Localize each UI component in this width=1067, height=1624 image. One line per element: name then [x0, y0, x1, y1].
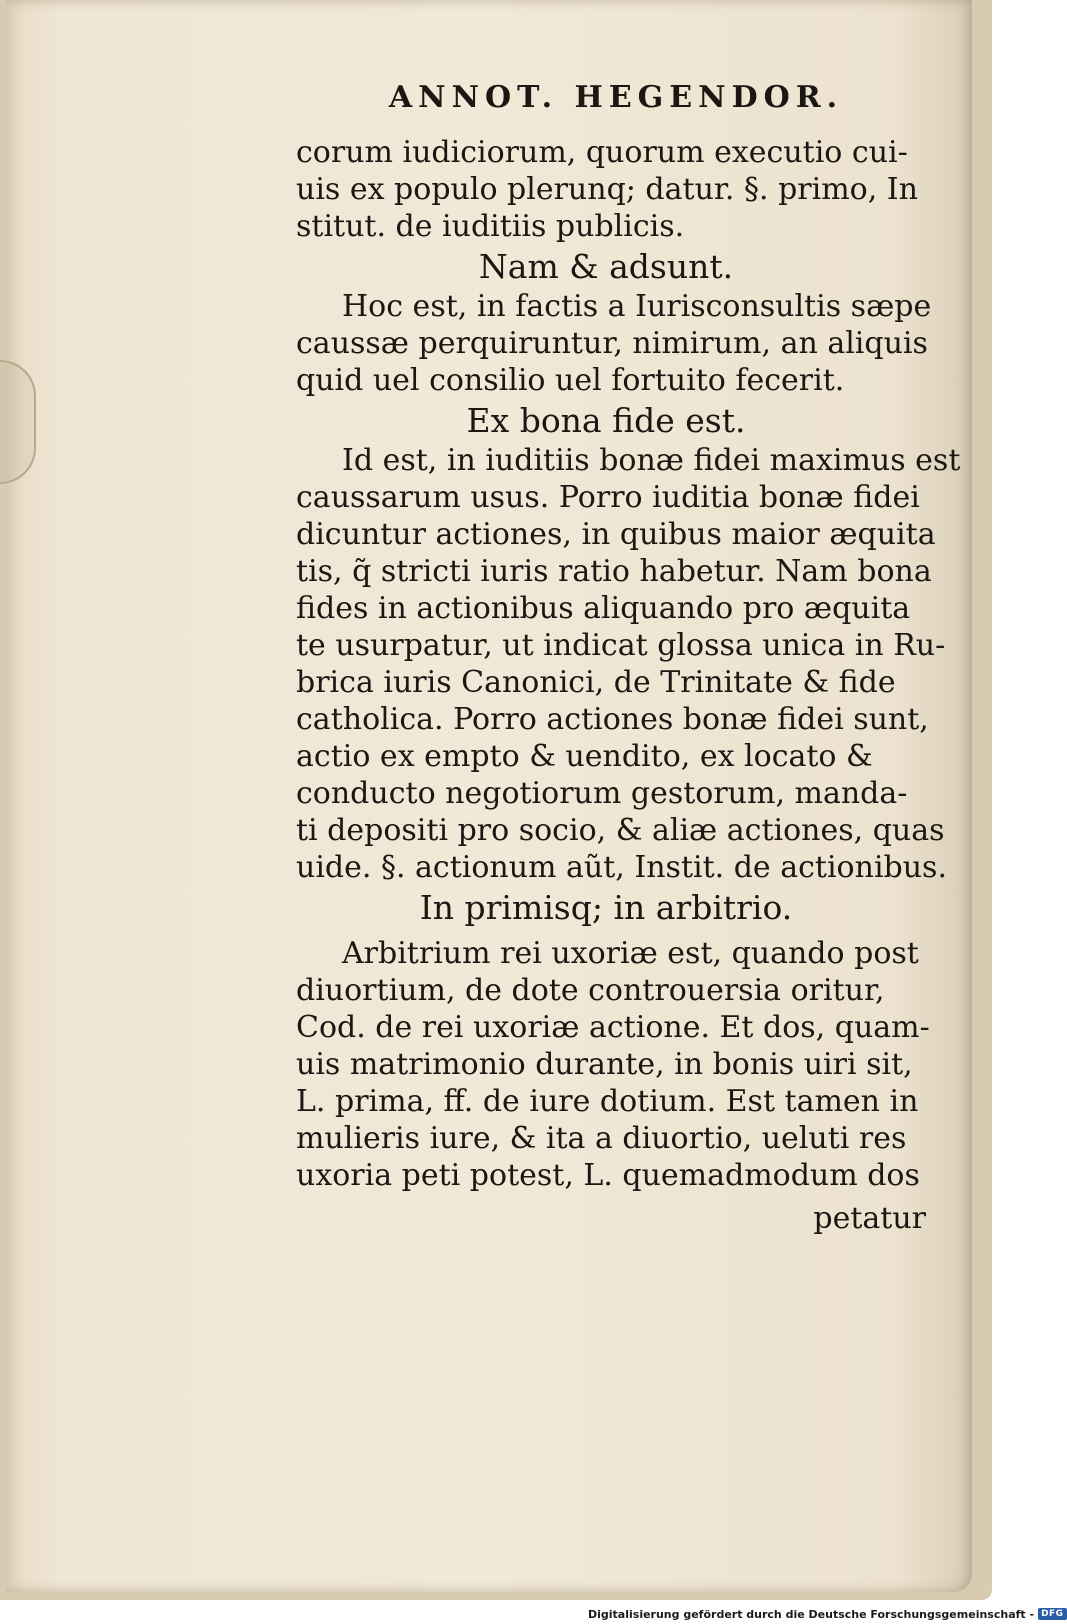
text-line: conducto negotiorum gestorum, manda-	[296, 776, 908, 811]
text-line: catholica. Porro actiones bonæ fidei sunt,	[296, 702, 929, 737]
section-heading: Nam & adsunt.	[478, 247, 734, 286]
text-line: brica iuris Canonici, de Trinitate & fide	[296, 665, 896, 700]
text-line: uis matrimonio durante, in bonis uiri sit,	[296, 1047, 913, 1082]
catchword: petatur	[813, 1201, 926, 1236]
text-line: Hoc est, in factis a Iurisconsultis sæpe	[342, 289, 932, 324]
text-line: stitut. de iuditiis publicis.	[296, 209, 685, 244]
text-line: Cod. de rei uxoriæ actione. Et dos, quam-	[296, 1010, 930, 1045]
dfg-logo-icon: DFG	[1038, 1608, 1067, 1620]
text-line: ti depositi pro socio, & aliæ actiones, quas	[296, 813, 945, 848]
running-head: ANNOT. HEGENDOR.	[388, 80, 844, 115]
text-line: diuortium, de dote controuersia oritur,	[296, 973, 885, 1008]
page-stain	[0, 360, 36, 484]
text-line: uide. §. actionum aũt, Instit. de actionibus.	[296, 850, 947, 885]
text-line: dicuntur actiones, in quibus maior æquita	[296, 517, 936, 552]
text-line: uis ex populo plerunq; datur. §. primo, In	[296, 172, 918, 207]
text-line: mulieris iure, & ita a diuortio, ueluti res	[296, 1121, 907, 1156]
text-block	[296, 80, 961, 1237]
text-line: Id est, in iuditiis bonæ fidei maximus est	[342, 443, 961, 478]
section-heading: In primisq; in arbitrio.	[419, 888, 793, 927]
text-line: caussæ perquiruntur, nimirum, an aliquis	[296, 326, 928, 361]
text-line: Arbitrium rei uxoriæ est, quando post	[342, 936, 919, 971]
footer-text: Digitalisierung gefördert durch die Deutsche Forschungsgemeinschaft -	[588, 1607, 1035, 1621]
text-line: tis, q̃ stricti iuris ratio habetur. Nam bona	[296, 554, 932, 589]
digitization-footer	[588, 1604, 1064, 1624]
text-line: quid uel consilio uel fortuito fecerit.	[296, 363, 845, 398]
text-line: actio ex empto & uendito, ex locato &	[296, 739, 873, 774]
text-line: L. prima, ff. de iure dotium. Est tamen in	[296, 1084, 919, 1119]
text-line: caussarum usus. Porro iuditia bonæ fidei	[296, 480, 920, 515]
text-line: corum iudiciorum, quorum executio cui-	[296, 135, 908, 170]
text-line: te usurpatur, ut indicat glossa unica in Ru-	[296, 628, 946, 663]
section-heading: Ex bona fide est.	[466, 401, 746, 440]
text-line: uxoria peti potest, L. quemadmodum dos	[296, 1158, 920, 1193]
text-line: fides in actionibus aliquando pro æquita	[296, 591, 911, 626]
